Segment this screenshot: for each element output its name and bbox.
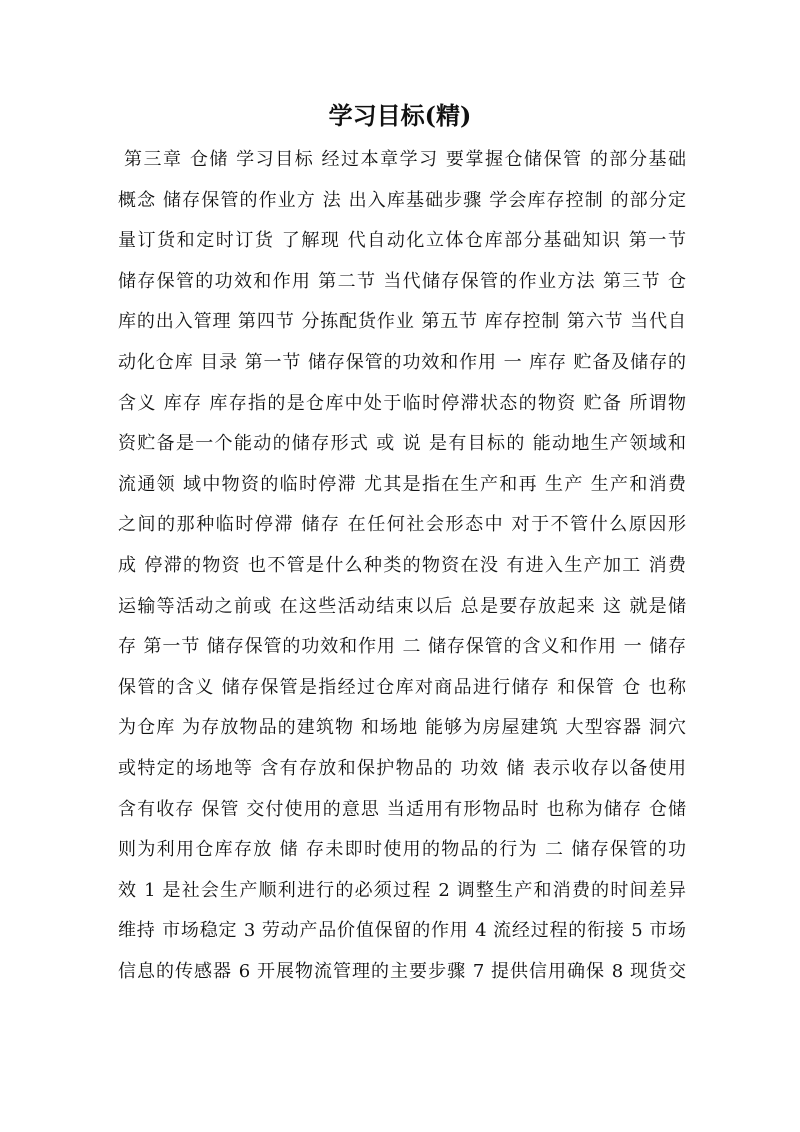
body-line: 动化仓库 目录 第一节 储存保管的功效和作用 一 库存 贮备及储存的 bbox=[118, 351, 686, 373]
body-line: 资贮备是一个能动的储存形式 或 说 是有目标的 能动地生产领域和 bbox=[118, 433, 686, 455]
body-line: 概念 储存保管的作业方 法 出入库基础步骤 学会库存控制 的部分定 bbox=[118, 189, 686, 211]
body-line: 或特定的场地等 含有存放和保护物品的 功效 储 表示收存以备使用 bbox=[118, 757, 686, 779]
document-title: 学习目标(精) bbox=[328, 101, 472, 130]
body-line: 成 停滞的物资 也不管是什么种类的物资在没 有进入生产加工 消费 bbox=[118, 554, 686, 576]
document-body bbox=[118, 140, 686, 992]
body-line: 信息的传感器 6 开展物流管理的主要步骤 7 提供信用确保 8 现货交 bbox=[118, 960, 686, 982]
body-line: 之间的那种临时停滞 储存 在任何社会形态中 对于不管什么原因形 bbox=[118, 514, 686, 536]
body-line: 量订货和定时订货 了解现 代自动化立体仓库部分基础知识 第一节 bbox=[118, 230, 686, 252]
body-line: 为仓库 为存放物品的建筑物 和场地 能够为房屋建筑 大型容器 洞穴 bbox=[118, 717, 686, 739]
body-line: 流通领 域中物资的临时停滞 尤其是指在生产和再 生产 生产和消费 bbox=[118, 473, 686, 495]
body-line: 运输等活动之前或 在这些活动结束以后 总是要存放起来 这 就是储 bbox=[118, 595, 686, 617]
body-line: 存 第一节 储存保管的功效和作用 二 储存保管的含义和作用 一 储存 bbox=[118, 636, 686, 658]
body-line: 效 1 是社会生产顺利进行的必须过程 2 调整生产和消费的时间差异 bbox=[118, 879, 686, 901]
body-line: 则为利用仓库存放 储 存未即时使用的物品的行为 二 储存保管的功 bbox=[118, 839, 686, 861]
body-line: 维持 市场稳定 3 劳动产品价值保留的作用 4 流经过程的衔接 5 市场 bbox=[118, 920, 686, 942]
body-line: 含义 库存 库存指的是仓库中处于临时停滞状态的物资 贮备 所谓物 bbox=[118, 392, 686, 414]
body-line: 库的出入管理 第四节 分拣配货作业 第五节 库存控制 第六节 当代自 bbox=[118, 311, 686, 333]
body-line: 储存保管的功效和作用 第二节 当代储存保管的作业方法 第三节 仓 bbox=[118, 270, 686, 292]
body-line: 保管的含义 储存保管是指经过仓库对商品进行储存 和保管 仓 也称 bbox=[118, 676, 686, 698]
body-line: 第三章 仓储 学习目标 经过本章学习 要掌握仓储保管 的部分基础 bbox=[124, 149, 686, 170]
body-line: 含有收存 保管 交付使用的意思 当适用有形物品时 也称为储存 仓储 bbox=[118, 798, 686, 820]
